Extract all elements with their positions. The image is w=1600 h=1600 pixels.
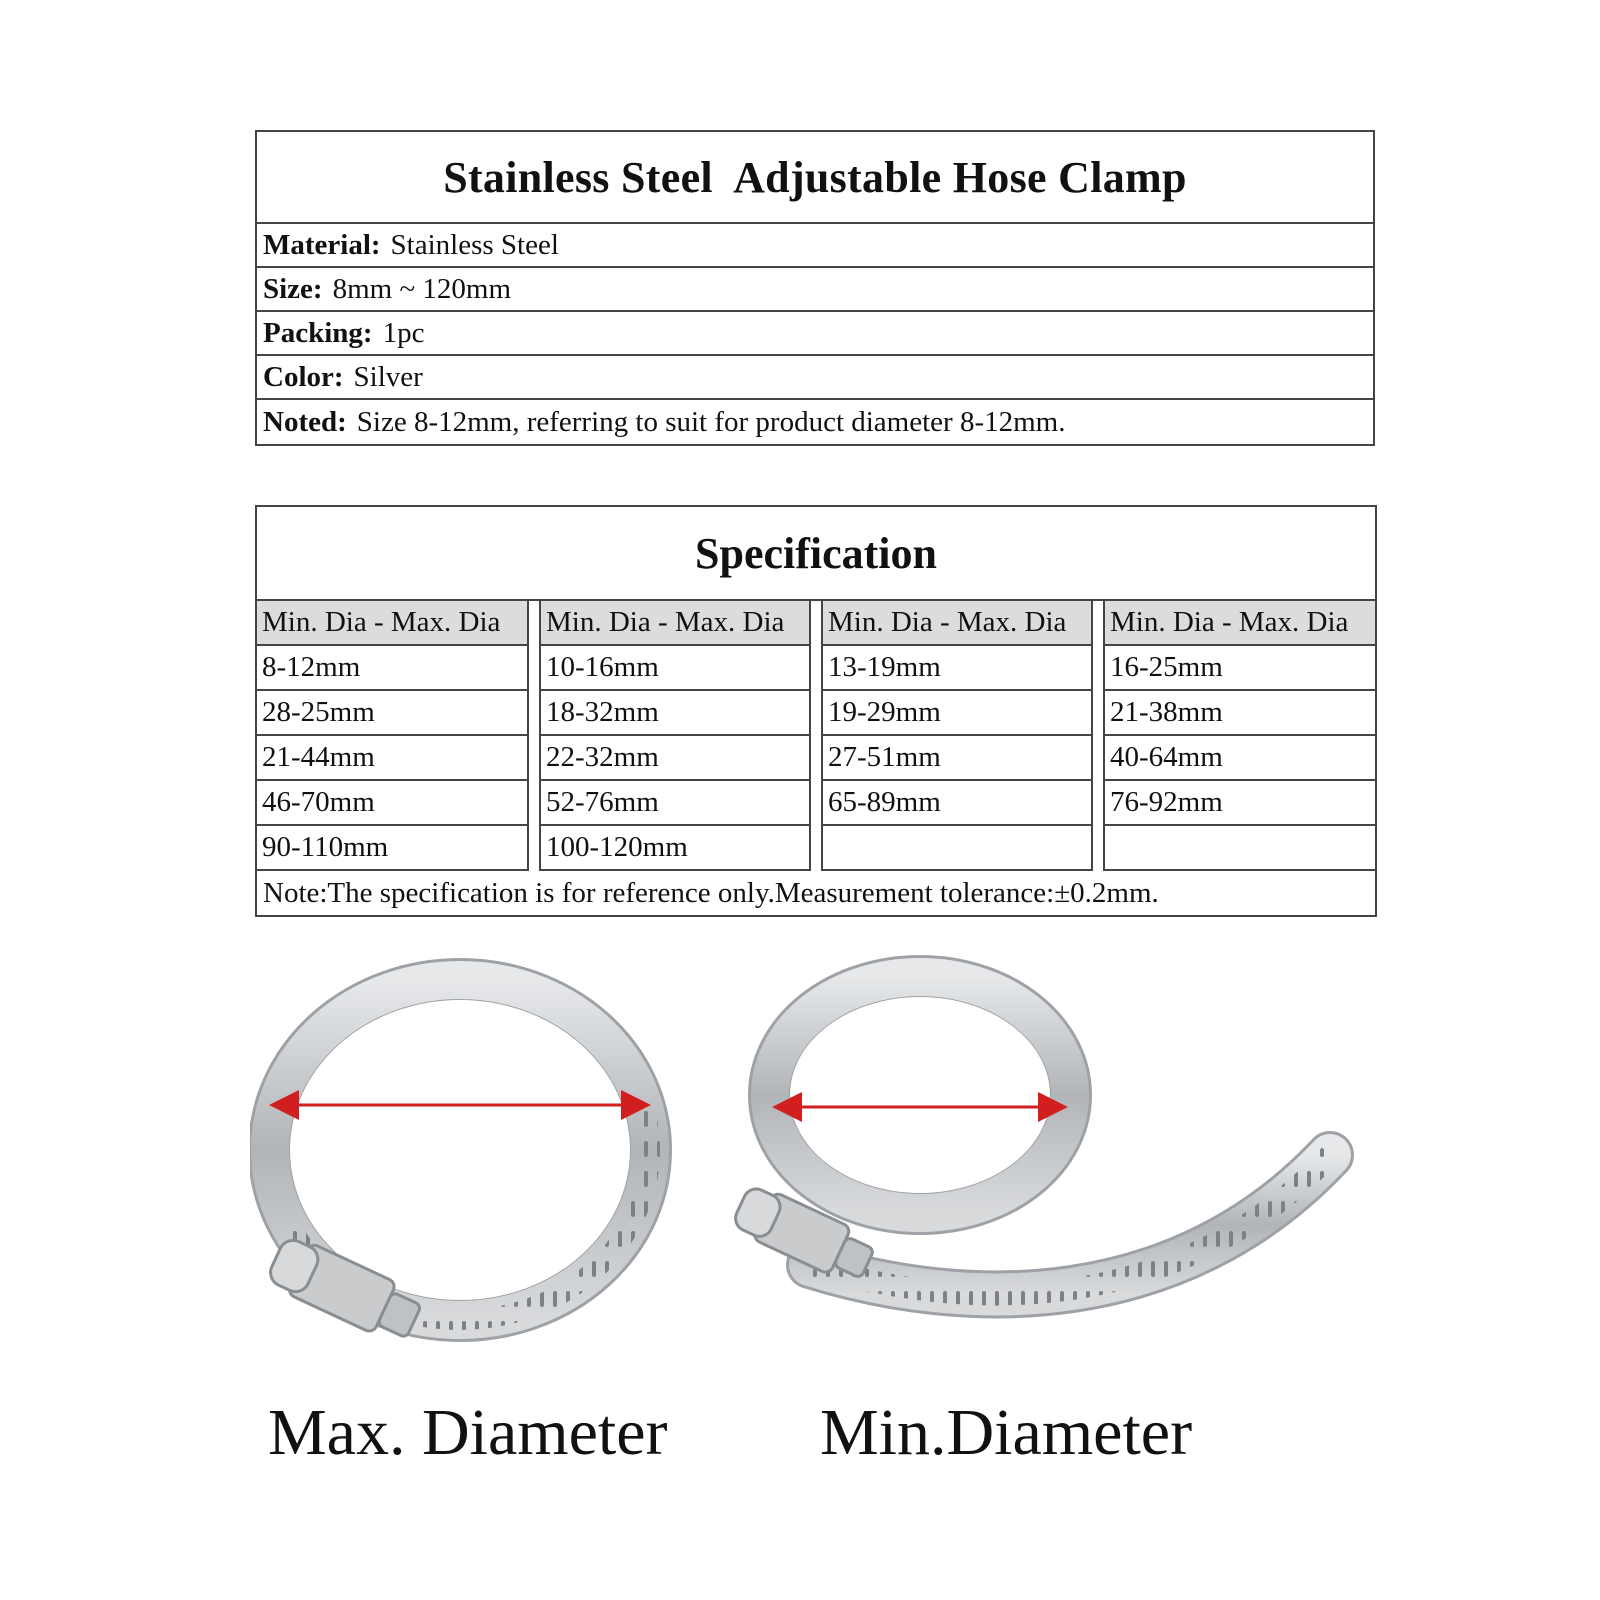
specification-note: Note:The specification is for reference only.Measurement tolerance:±0.2mm. [263,876,1159,909]
material-value: Stainless Steel [390,228,559,261]
spec-cell: 13-19mm [823,646,1091,691]
max-diameter-caption: Max. Diameter [268,1396,668,1469]
spec-cell [1105,826,1375,871]
spec-cell: 28-25mm [257,691,527,736]
spec-column-header: Min. Dia - Max. Dia [541,601,809,646]
color-label: Color: [263,360,344,393]
spec-cell: 19-29mm [823,691,1091,736]
spec-cell: 22-32mm [541,736,809,781]
spec-cell: 46-70mm [257,781,527,826]
spec-cell: 27-51mm [823,736,1091,781]
specification-grid [257,601,1375,871]
product-info-table [255,130,1375,446]
spec-column-2 [539,601,811,871]
spec-cell: 21-38mm [1105,691,1375,736]
product-title: Stainless Steel Adjustable Hose Clamp [257,132,1373,224]
color-row [257,356,1373,400]
spec-cell: 8-12mm [257,646,527,691]
diameter-captions [0,1395,1600,1475]
spec-cell: 65-89mm [823,781,1091,826]
spec-cell: 40-64mm [1105,736,1375,781]
noted-row [257,400,1373,444]
noted-value: Size 8-12mm, referring to suit for product diameter 8-12mm. [356,405,1066,438]
spec-cell: 90-110mm [257,826,527,871]
spec-column-4 [1103,601,1375,871]
min-diameter-caption: Min.Diameter [820,1396,1193,1469]
material-row [257,224,1373,268]
spec-cell: 52-76mm [541,781,809,826]
packing-row [257,312,1373,356]
spec-cell: 76-92mm [1105,781,1375,826]
spec-cell: 100-120mm [541,826,809,871]
spec-column-header: Min. Dia - Max. Dia [1105,601,1375,646]
spec-cell [823,826,1091,871]
hose-clamp-illustration [250,955,1390,1375]
spec-cell: 10-16mm [541,646,809,691]
material-label: Material: [263,228,381,261]
spec-cell: 21-44mm [257,736,527,781]
specification-table [255,505,1377,917]
color-value: Silver [353,360,423,393]
packing-label: Packing: [263,316,373,349]
specification-title: Specification [257,507,1375,601]
packing-value: 1pc [382,316,425,349]
spec-column-header: Min. Dia - Max. Dia [257,601,527,646]
min-diameter-clamp [730,977,1330,1294]
spec-column-3 [821,601,1093,871]
spec-column-1 [257,601,529,871]
max-diameter-clamp [264,980,650,1347]
size-row [257,268,1373,312]
spec-column-header: Min. Dia - Max. Dia [823,601,1091,646]
spec-cell: 18-32mm [541,691,809,736]
spec-cell: 16-25mm [1105,646,1375,691]
size-label: Size: [263,272,323,305]
noted-label: Noted: [263,405,347,438]
size-value: 8mm ~ 120mm [332,272,512,305]
